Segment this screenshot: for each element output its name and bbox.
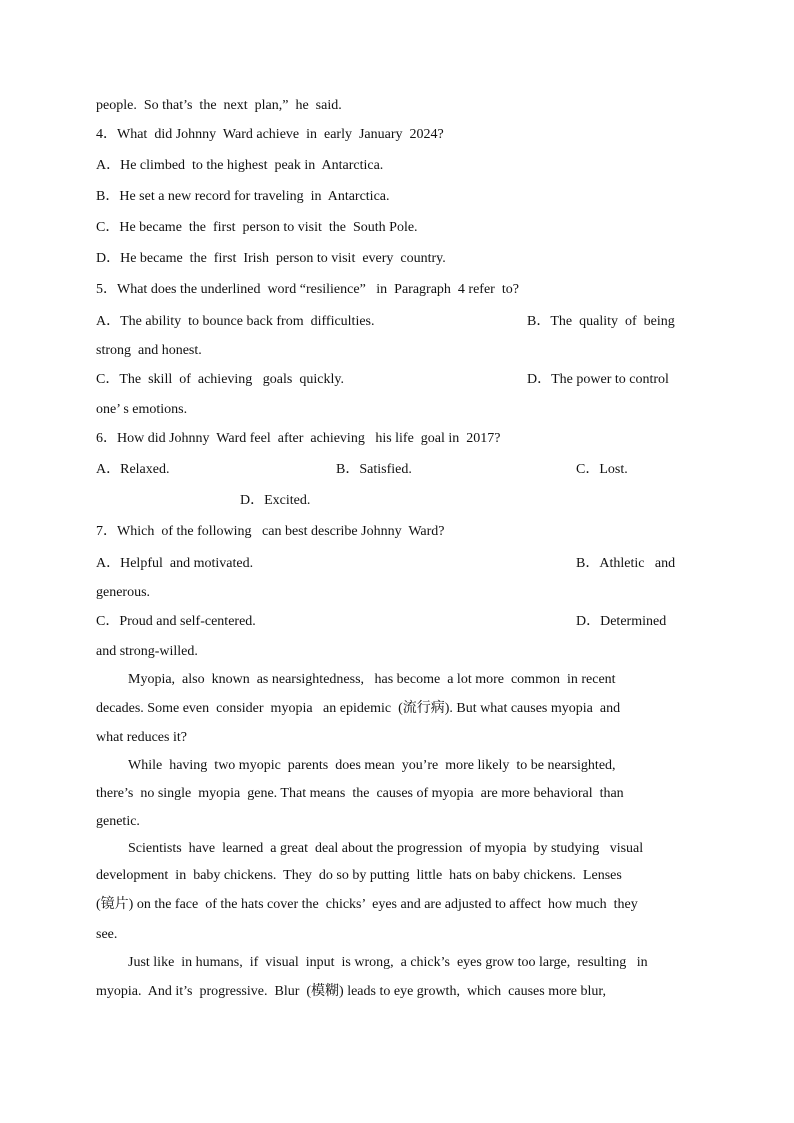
question-5-stem: 5．What does the underlined word “resilience” in Paragraph 4 refer to? [96,282,519,297]
question-7-option-b-continued: generous. [96,585,151,600]
question-6-option-c: C．Lost. [576,462,628,477]
passage-line: development in baby chickens. They do so by putting little hats on baby chickens. Lenses [96,868,622,883]
question-7-option-d: D．Determined [576,614,667,629]
question-5-option-b: B．The quality of being [527,314,675,329]
question-7-option-d-continued: and strong-willed. [96,644,198,659]
question-7-stem: 7．Which of the following can best describe Johnny Ward? [96,524,445,539]
passage-line: Scientists have learned a great deal about the progression of myopia by studying visual [128,841,644,856]
question-6-option-d: D．Excited. [240,493,311,508]
passage-line: Myopia, also known as nearsightedness, has become a lot more common in recent [128,672,616,687]
passage-line: see. [96,927,118,942]
question-4-option-c: C．He became the first person to visit the South Pole. [96,220,418,235]
passage-line: myopia. And it’s progressive. Blur (模糊) leads to eye growth, which causes more blur, [96,984,606,999]
question-5-option-b-continued: strong and honest. [96,343,202,358]
passage-line: genetic. [96,814,140,829]
question-6-option-a: A．Relaxed. [96,462,170,477]
passage-line: decades. Some even consider myopia an epidemic (流行病). But what causes myopia and [96,701,621,716]
question-4-option-d: D．He became the first Irish person to visit every country. [96,251,446,266]
passage-line: While having two myopic parents does mean you’re more likely to be nearsighted, [128,758,616,773]
question-4-stem: 4．What did Johnny Ward achieve in early January 2024? [96,127,444,142]
question-5-option-a: A．The ability to bounce back from difficulties. [96,314,375,329]
question-6-option-b: B．Satisfied. [336,462,412,477]
question-5-option-d: D．The power to control [527,372,669,387]
passage-line: what reduces it? [96,730,187,745]
question-5-option-d-continued: one’ s emotions. [96,402,188,417]
question-4-option-a: A．He climbed to the highest peak in Antarctica. [96,158,384,173]
question-7-option-a: A．Helpful and motivated. [96,556,254,571]
question-4-option-b: B．He set a new record for traveling in Antarctica. [96,189,390,204]
question-6-stem: 6．How did Johnny Ward feel after achieving his life goal in 2017? [96,431,501,446]
question-5-option-c: C．The skill of achieving goals quickly. [96,372,344,387]
passage-line: (镜片) on the face of the hats cover the chicks’ eyes and are adjusted to affect how much they [96,897,638,912]
passage-line: Just like in humans, if visual input is wrong, a chick’s eyes grow too large, resulting in [128,955,648,970]
question-7-option-b: B．Athletic and [576,556,676,571]
intro-tail-text: people. So that’s the next plan,” he said. [96,98,342,113]
question-7-option-c: C．Proud and self-centered. [96,614,256,629]
passage-line: there’s no single myopia gene. That means the causes of myopia are more behavioral than [96,786,624,801]
